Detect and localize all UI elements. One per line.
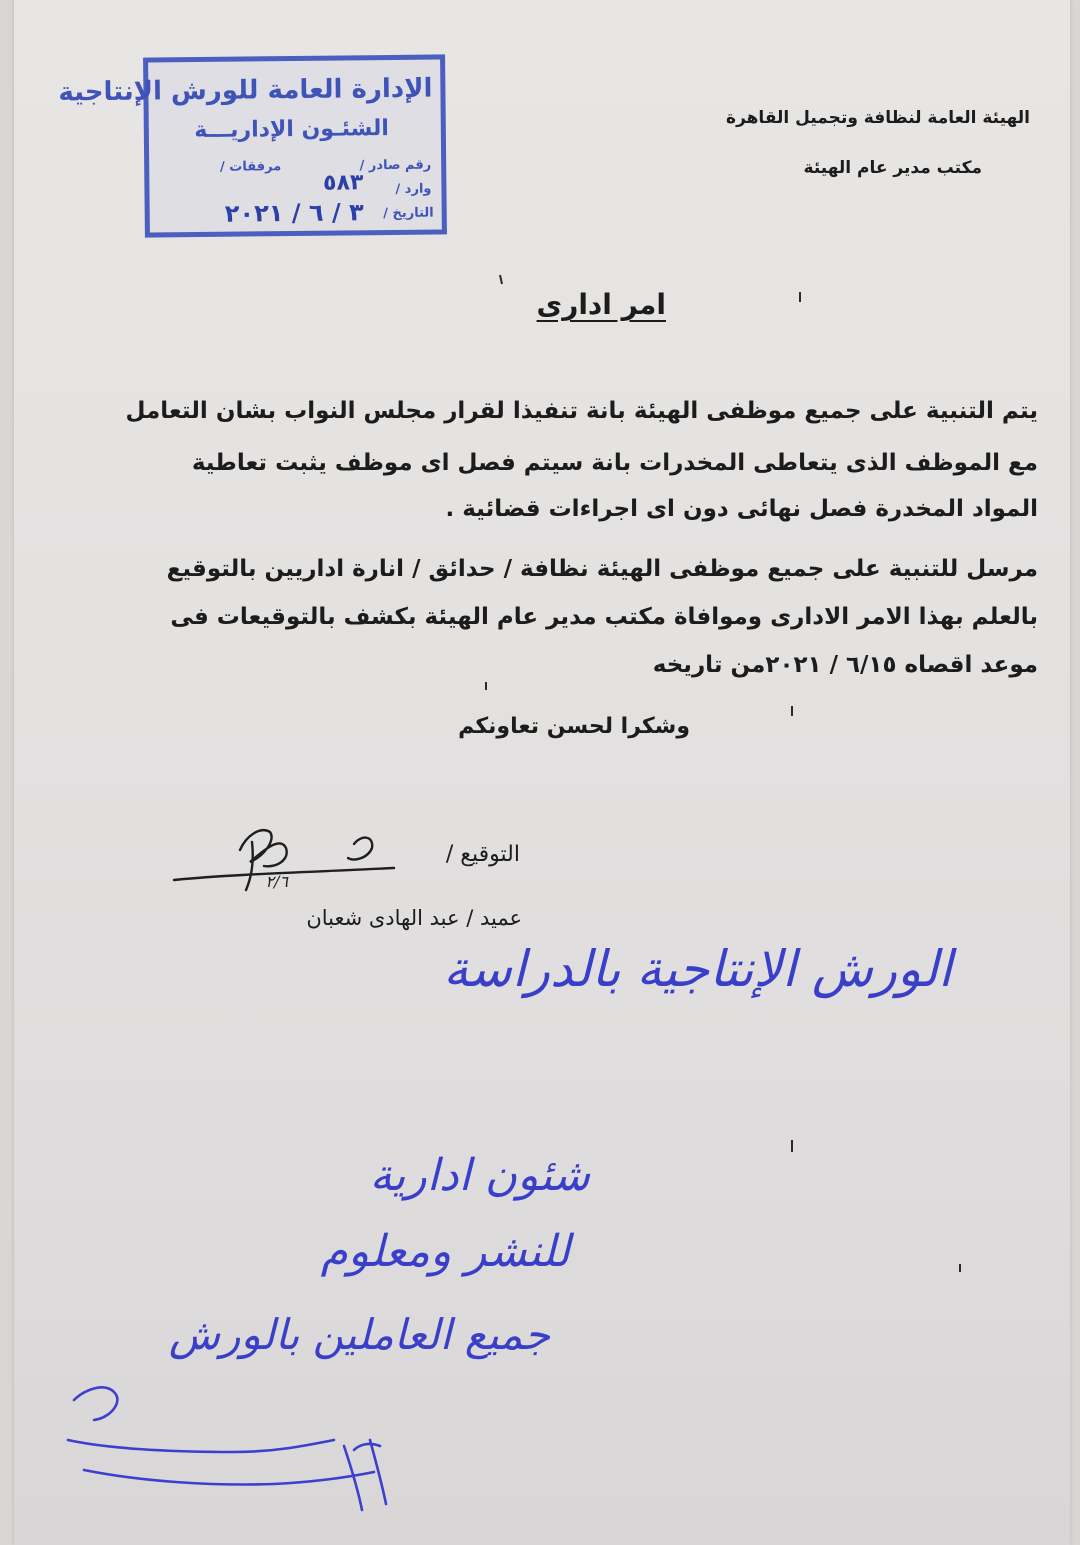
handwritten-note-2-line-1: شئون ادارية	[369, 1150, 590, 1201]
stamp-incoming-number: ٥٨٣	[322, 170, 364, 196]
handwritten-note-1: الورش الإنتاجية بالدراسة	[443, 940, 952, 998]
para2-line-3: موعد اقصاه ٦/١٥ / ٢٠٢١من تاريخه	[652, 652, 1038, 678]
stamp-line-2: الشئـون الإداريـــة	[194, 116, 389, 144]
handwritten-note-2-line-3: جميع العاملين بالورش	[168, 1310, 550, 1359]
closing-line: وشكرا لحسن تعاونكم	[458, 714, 690, 739]
stamp-issued-label: رقم صادر /	[359, 157, 432, 174]
pen-strokes	[14, 0, 1070, 1545]
para1-line-3: المواد المخدرة فصل نهائى دون اى اجراءات قضائية .	[445, 496, 1038, 522]
handwritten-date: ٢/٦	[265, 872, 288, 891]
office-name: مكتب مدير عام الهيئة	[803, 158, 982, 178]
stamp-incoming-label: وارد /	[395, 181, 432, 197]
tick-marks	[486, 275, 960, 1272]
black-signature-scribble	[174, 830, 394, 890]
org-name: الهيئة العامة لنظافة وتجميل القاهرة	[726, 108, 1030, 128]
signature-label: التوقيع /	[445, 842, 520, 867]
document-title: امر ادارى	[536, 288, 666, 321]
para2-line-1: مرسل للتنبية على جميع موظفى الهيئة نظافة / حدائق / انارة اداريين بالتوقيع	[166, 556, 1038, 582]
para2-line-2: بالعلم بهذا الامر الادارى وموافاة مكتب مدير عام الهيئة بكشف بالتوقيعات فى	[170, 604, 1038, 630]
stamp-attachments-label: مرفقات /	[219, 159, 282, 175]
document-page	[14, 0, 1070, 1545]
handwritten-note-2-line-2: للنشر ومعلوم	[320, 1226, 570, 1277]
signer-name: عميد / عبد الهادى شعبان	[306, 906, 522, 930]
para1-line-2: مع الموظف الذى يتعاطى المخدرات بانة سيتم فصل اى موظف يثبت تعاطية	[191, 450, 1038, 476]
stamp-date-label: التاريخ /	[383, 205, 434, 222]
para1-line-1: يتم التنبية على جميع موظفى الهيئة بانة تنفيذا لقرار مجلس النواب بشان التعامل	[125, 398, 1038, 424]
blue-signature-scribble	[68, 1387, 386, 1510]
stamp-date-value: ٣ / ٦ / ٢٠٢١	[224, 198, 364, 228]
stamp-line-1: الإدارة العامة للورش الإنتاجية	[58, 73, 433, 108]
